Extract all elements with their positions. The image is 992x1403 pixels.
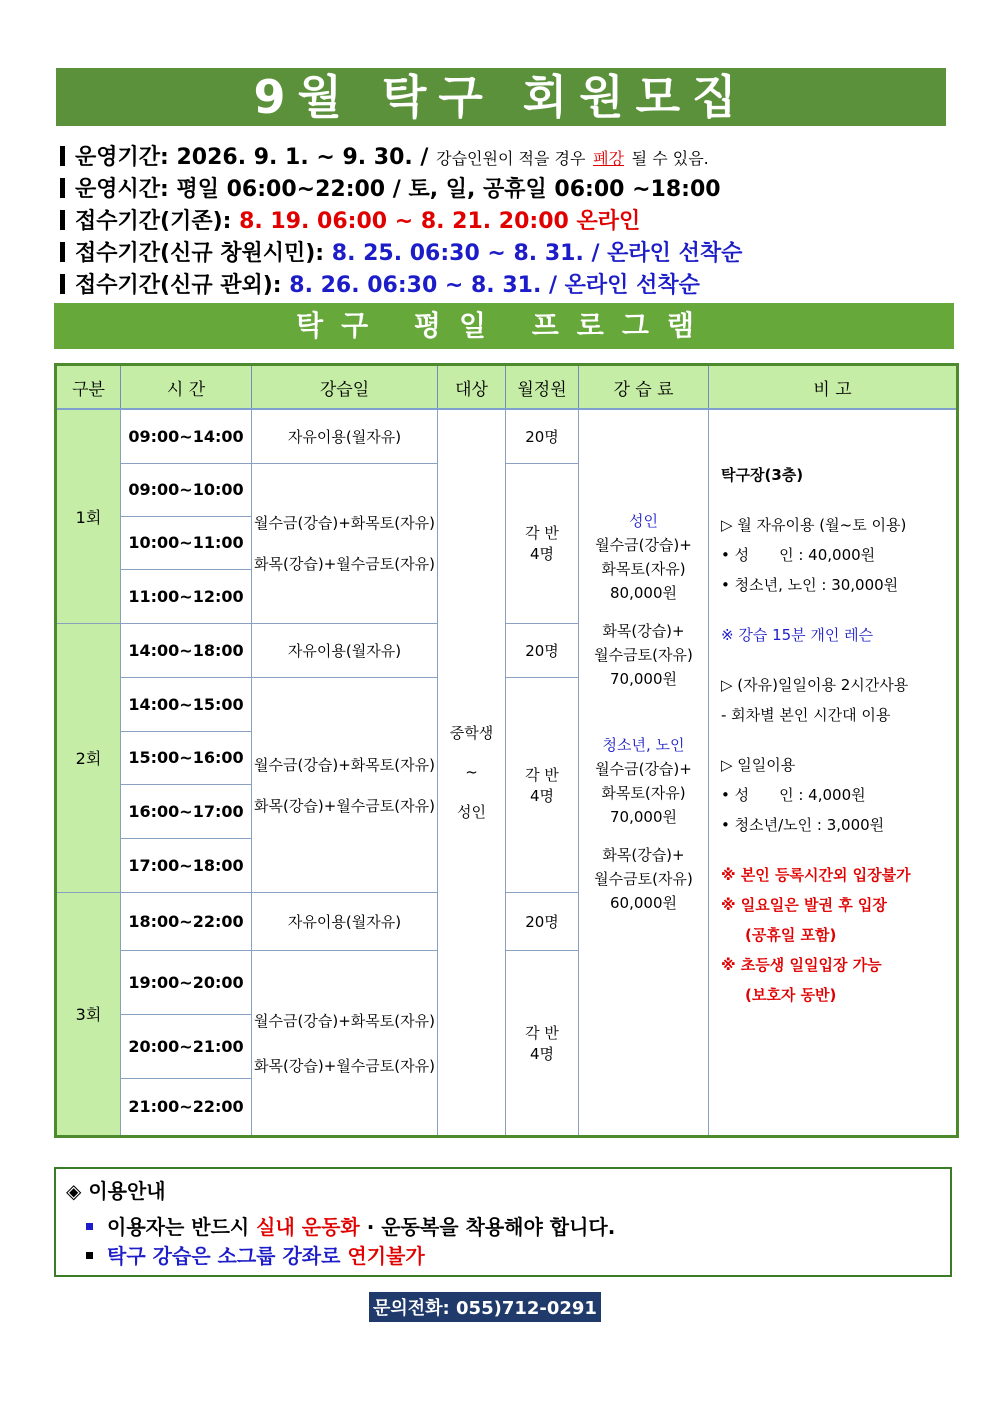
bullet-bar — [60, 210, 65, 230]
class-days-cell — [252, 950, 438, 1136]
session-3-label: 3회 — [56, 892, 121, 1136]
course-line: 월수금(강습)+화목토(자유) — [254, 1011, 435, 1030]
cancel-note-suffix: 될 수 있음. — [631, 149, 709, 168]
notes-cell — [709, 409, 958, 1136]
class-days-cell: 자유이용(월자유) — [252, 409, 438, 463]
registration-new-outside-label: 접수기간(신규 관외): — [75, 273, 282, 298]
registration-new-outside-value: 8. 26. 06:30 ~ 8. 31. / 온라인 선착순 — [289, 273, 700, 298]
capacity-cell — [506, 463, 579, 623]
fee-line: 월수금토(자유) — [594, 646, 693, 665]
capacity-line: 각 반 — [525, 1023, 559, 1042]
time-cell: 09:00~10:00 — [121, 463, 252, 516]
session-1-label: 1회 — [56, 409, 121, 623]
class-days-cell — [252, 677, 438, 892]
target-cell — [438, 409, 506, 1136]
course-line: 화목(강습)+월수금토(자유) — [254, 796, 435, 815]
course-line: 월수금(강습)+화목토(자유) — [254, 755, 435, 774]
usage-guide-box — [54, 1167, 952, 1277]
header-notes: 비 고 — [709, 365, 958, 410]
guide-text: 탁구 강습은 소그룹 강좌로 — [107, 1244, 341, 1268]
info-operation-hours — [60, 172, 721, 203]
time-cell: 15:00~16:00 — [121, 731, 252, 784]
usage-guide-line-2 — [86, 1240, 425, 1269]
target-line: 중학생 — [449, 724, 494, 743]
fee-price: 70,000원 — [610, 670, 677, 689]
info-operation-period — [60, 140, 709, 171]
fee-line: 월수금(강습)+ — [595, 536, 692, 555]
table-header-row — [56, 365, 958, 410]
table-row — [56, 409, 958, 463]
registration-existing-label: 접수기간(기존): — [75, 209, 232, 234]
fee-line: 화목토(자유) — [601, 784, 686, 803]
header-time: 시 간 — [121, 365, 252, 410]
target-line: ~ — [465, 763, 478, 782]
time-cell: 18:00~22:00 — [121, 892, 252, 950]
fee-line: 월수금토(자유) — [594, 870, 693, 889]
capacity-line: 각 반 — [525, 765, 559, 784]
time-cell: 16:00~17:00 — [121, 784, 252, 838]
class-days-cell: 자유이용(월자유) — [252, 623, 438, 677]
info-registration-new-outside — [60, 268, 700, 299]
cancel-note-text: 강습인원이 적을 경우 — [436, 149, 586, 168]
time-cell: 14:00~18:00 — [121, 623, 252, 677]
usage-guide-title: ◈ 이용안내 — [66, 1179, 166, 1203]
operation-period-text: 운영기간: 2026. 9. 1. ~ 9. 30. / — [75, 145, 429, 170]
bullet-bar — [60, 178, 65, 198]
registration-new-city-label: 접수기간(신규 창원시민): — [75, 241, 325, 266]
guide-highlight: 실내 운동화 — [256, 1215, 360, 1239]
fee-price: 60,000원 — [610, 894, 677, 913]
bullet-bar — [60, 242, 65, 262]
square-bullet-icon — [86, 1223, 93, 1230]
capacity-cell: 20명 — [506, 623, 579, 677]
capacity-cell — [506, 677, 579, 892]
capacity-cell: 20명 — [506, 409, 579, 463]
time-cell: 20:00~21:00 — [121, 1014, 252, 1078]
program-title: 탁구 평일 프로그램 — [54, 303, 954, 349]
fee-price: 70,000원 — [610, 808, 677, 827]
target-line: 성인 — [457, 803, 486, 822]
fee-price: 80,000원 — [610, 584, 677, 603]
fee-line: 화목(강습)+ — [602, 846, 685, 865]
info-registration-new-city — [60, 236, 742, 267]
bullet-bar — [60, 274, 65, 294]
header-class-days: 강습일 — [252, 365, 438, 410]
guide-text: · 운동복을 착용해야 합니다. — [366, 1215, 616, 1239]
note-line: (보호자 동반) — [745, 986, 837, 1004]
header-target: 대상 — [438, 365, 506, 410]
registration-new-city-value: 8. 25. 06:30 ~ 8. 31. / 온라인 선착순 — [331, 241, 743, 266]
guide-text: 이용자는 반드시 — [107, 1215, 250, 1239]
note-line: • 청소년, 노인 : 30,000원 — [721, 576, 899, 594]
note-line: - 회차별 본인 시간대 이용 — [721, 706, 891, 724]
note-line: ※ 강습 15분 개인 레슨 — [721, 626, 874, 644]
guide-highlight: 연기불가 — [347, 1244, 425, 1268]
registration-existing-value: 8. 19. 06:00 ~ 8. 21. 20:00 온라인 — [239, 209, 641, 234]
square-bullet-icon — [86, 1252, 93, 1259]
capacity-line: 각 반 — [525, 524, 559, 542]
session-2-label: 2회 — [56, 623, 121, 892]
class-days-cell — [252, 463, 438, 623]
page-title: 9월 탁구 회원모집 — [56, 68, 946, 126]
class-days-cell: 자유이용(월자유) — [252, 892, 438, 950]
time-cell: 17:00~18:00 — [121, 838, 252, 892]
fee-adult-label: 성인 — [629, 512, 658, 531]
note-line: • 성 인 : 4,000원 — [721, 786, 866, 804]
fee-line: 화목토(자유) — [601, 560, 686, 579]
fee-cell — [579, 409, 709, 1136]
header-capacity: 월정원 — [506, 365, 579, 410]
time-cell: 19:00~20:00 — [121, 950, 252, 1014]
capacity-cell — [506, 950, 579, 1136]
time-cell: 11:00~12:00 — [121, 569, 252, 623]
program-table — [54, 363, 959, 1138]
note-line: 탁구장(3층) — [721, 466, 804, 484]
note-line: ▷ 월 자유이용 (월~토 이용) — [721, 516, 907, 534]
info-registration-existing — [60, 204, 640, 235]
note-line: (공휴일 포함) — [745, 926, 837, 944]
note-line: • 청소년/노인 : 3,000원 — [721, 816, 885, 834]
usage-guide-line-1 — [86, 1211, 615, 1240]
course-line: 월수금(강습)+화목토(자유) — [254, 514, 435, 532]
fee-line: 화목(강습)+ — [602, 622, 685, 641]
note-line: ※ 본인 등록시간외 입장불가 — [721, 866, 911, 884]
course-line: 화목(강습)+월수금토(자유) — [254, 1056, 435, 1075]
time-cell: 14:00~15:00 — [121, 677, 252, 731]
note-line: ▷ 일일이용 — [721, 756, 796, 774]
time-cell: 21:00~22:00 — [121, 1078, 252, 1136]
fee-youth-label: 청소년, 노인 — [602, 736, 685, 755]
contact-phone: 문의전화: 055)712-0291 — [369, 1292, 601, 1322]
time-cell: 10:00~11:00 — [121, 516, 252, 569]
capacity-cell: 20명 — [506, 892, 579, 950]
header-fee: 강 습 료 — [579, 365, 709, 410]
note-line: ※ 일요일은 발권 후 입장 — [721, 896, 887, 914]
operation-hours-text: 운영시간: 평일 06:00~22:00 / 토, 일, 공휴일 06:00 ~18:00 — [75, 177, 721, 202]
fee-line: 월수금(강습)+ — [595, 760, 692, 779]
capacity-line: 4명 — [529, 1044, 555, 1063]
note-line: • 성 인 : 40,000원 — [721, 546, 876, 564]
cancel-note-highlight: 폐강 — [593, 149, 624, 168]
capacity-line: 4명 — [529, 786, 555, 805]
note-line: ※ 초등생 일일입장 가능 — [721, 956, 882, 974]
capacity-line: 4명 — [529, 545, 555, 563]
course-line: 화목(강습)+월수금토(자유) — [254, 555, 435, 573]
note-line: ▷ (자유)일일이용 2시간사용 — [721, 676, 909, 694]
header-category: 구분 — [56, 365, 121, 410]
time-cell: 09:00~14:00 — [121, 409, 252, 463]
bullet-bar — [60, 146, 65, 166]
